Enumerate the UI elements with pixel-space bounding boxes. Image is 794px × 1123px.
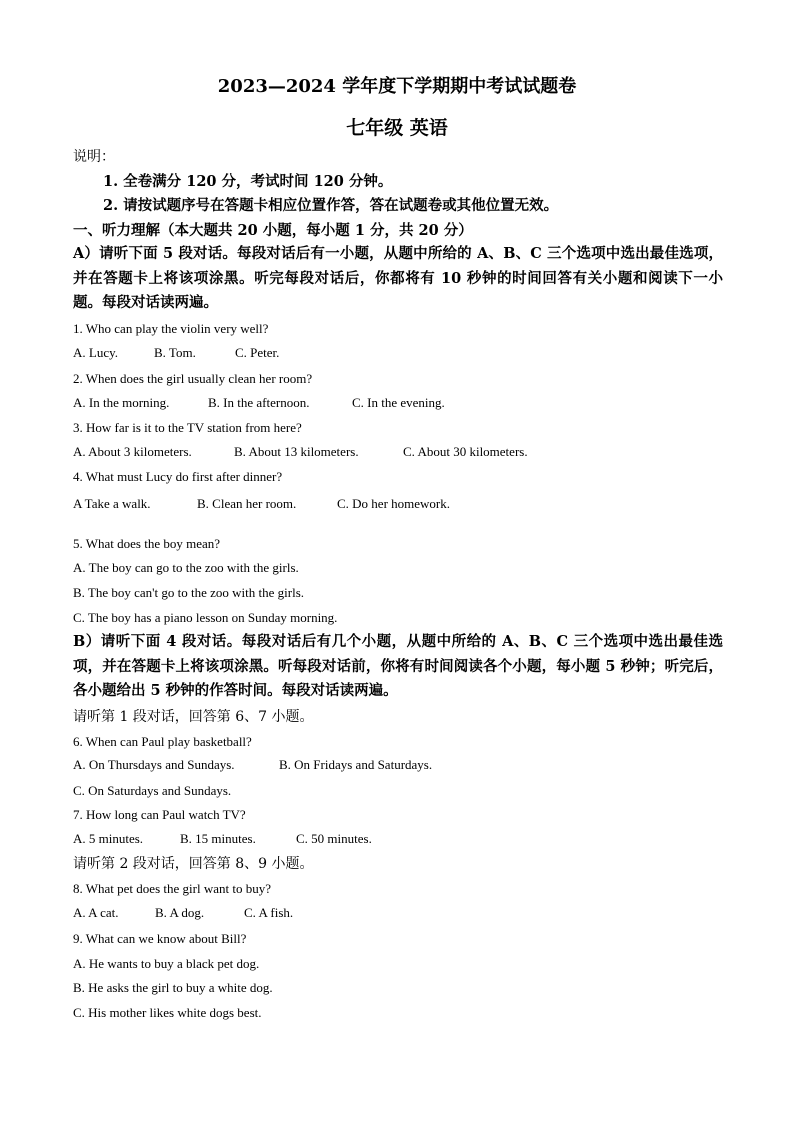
option-a: A. A cat.: [73, 905, 119, 920]
option-a: A. 5 minutes.: [73, 831, 144, 846]
option-a: A. The boy can go to the zoo with the girls.: [73, 560, 299, 575]
question-text: 2. When does the girl usually clean her room?: [73, 371, 313, 386]
option-a: A. About 3 kilometers.: [73, 444, 192, 459]
option-b: B. Clean her room.: [197, 496, 297, 511]
question-text: 3. How far is it to the TV station from here?: [73, 420, 302, 435]
part-a-directions: A）请听下面 5 段对话。每段对话后有一小题，从题中所给的 A、B、C 三个选项中选出最佳选项，并在答题卡上将该项涂黑。听完每段对话后，你都将有 10 秒钟的时间回答有关小题和阅读下一小题。每段对话读两遍。: [73, 245, 723, 311]
option-c: C. Do her homework.: [337, 496, 451, 511]
option-c: C. A fish.: [244, 905, 294, 920]
section-heading: 一、听力理解（本大题共 20 小题，每小题 1 分，共 20 分）: [73, 222, 473, 239]
question-text: 8. What pet does the girl want to buy?: [73, 881, 271, 896]
page-subtitle: 七年级 英语: [346, 117, 448, 139]
option-c: C. Peter.: [235, 345, 280, 360]
question-text: 1. Who can play the violin very well?: [73, 321, 269, 336]
option-c: C. On Saturdays and Sundays.: [73, 783, 232, 798]
option-b: B. Tom.: [154, 345, 196, 360]
option-c: C. 50 minutes.: [296, 831, 372, 846]
question-text: 6. When can Paul play basketball?: [73, 734, 252, 749]
dialogue-note: 请听第 2 段对话，回答第 8、9 小题。: [73, 856, 314, 872]
question-text: 4. What must Lucy do first after dinner?: [73, 469, 283, 484]
page-title: 2023—2024 学年度下学期期中考试试题卷: [217, 76, 577, 97]
option-a: A. Lucy.: [73, 345, 119, 360]
option-a: A. In the morning.: [73, 395, 170, 410]
option-b: B. The boy can't go to the zoo with the girls.: [73, 585, 305, 600]
option-b: B. He asks the girl to buy a white dog.: [73, 980, 273, 995]
instruction-item: 2. 请按试题序号在答题卡相应位置作答，答在试题卷或其他位置无效。: [103, 197, 559, 214]
dialogue-note: 请听第 1 段对话，回答第 6、7 小题。: [73, 709, 314, 725]
option-b: B. About 13 kilometers.: [234, 444, 359, 459]
option-b: B. On Fridays and Saturdays.: [279, 757, 433, 772]
option-a: A. On Thursdays and Sundays.: [73, 757, 235, 772]
option-a: A Take a walk.: [73, 496, 151, 511]
option-b: B. In the afternoon.: [208, 395, 310, 410]
option-c: C. About 30 kilometers.: [403, 444, 528, 459]
option-b: B. 15 minutes.: [180, 831, 256, 846]
option-c: C. The boy has a piano lesson on Sunday morning.: [73, 610, 338, 625]
question-text: 7. How long can Paul watch TV?: [73, 807, 246, 822]
option-b: B. A dog.: [155, 905, 205, 920]
question-text: 9. What can we know about Bill?: [73, 931, 247, 946]
option-c: C. His mother likes white dogs best.: [73, 1005, 262, 1020]
option-a: A. He wants to buy a black pet dog.: [73, 956, 260, 971]
option-c: C. In the evening.: [352, 395, 445, 410]
instructions-label: 说明：: [73, 149, 115, 165]
part-b-directions: B）请听下面 4 段对话。每段对话后有几个小题，从题中所给的 A、B、C 三个选项中选出最佳选项，并在答题卡上将该项涂黑。听每段对话前，你将有时间阅读各个小题，每小题 5 秒钟；听完后，各小题给出 5 秒钟的作答时间。每段对话读两遍。: [73, 633, 723, 699]
instruction-item: 1. 全卷满分 120 分，考试时间 120 分钟。: [103, 173, 393, 190]
question-text: 5. What does the boy mean?: [73, 536, 221, 551]
